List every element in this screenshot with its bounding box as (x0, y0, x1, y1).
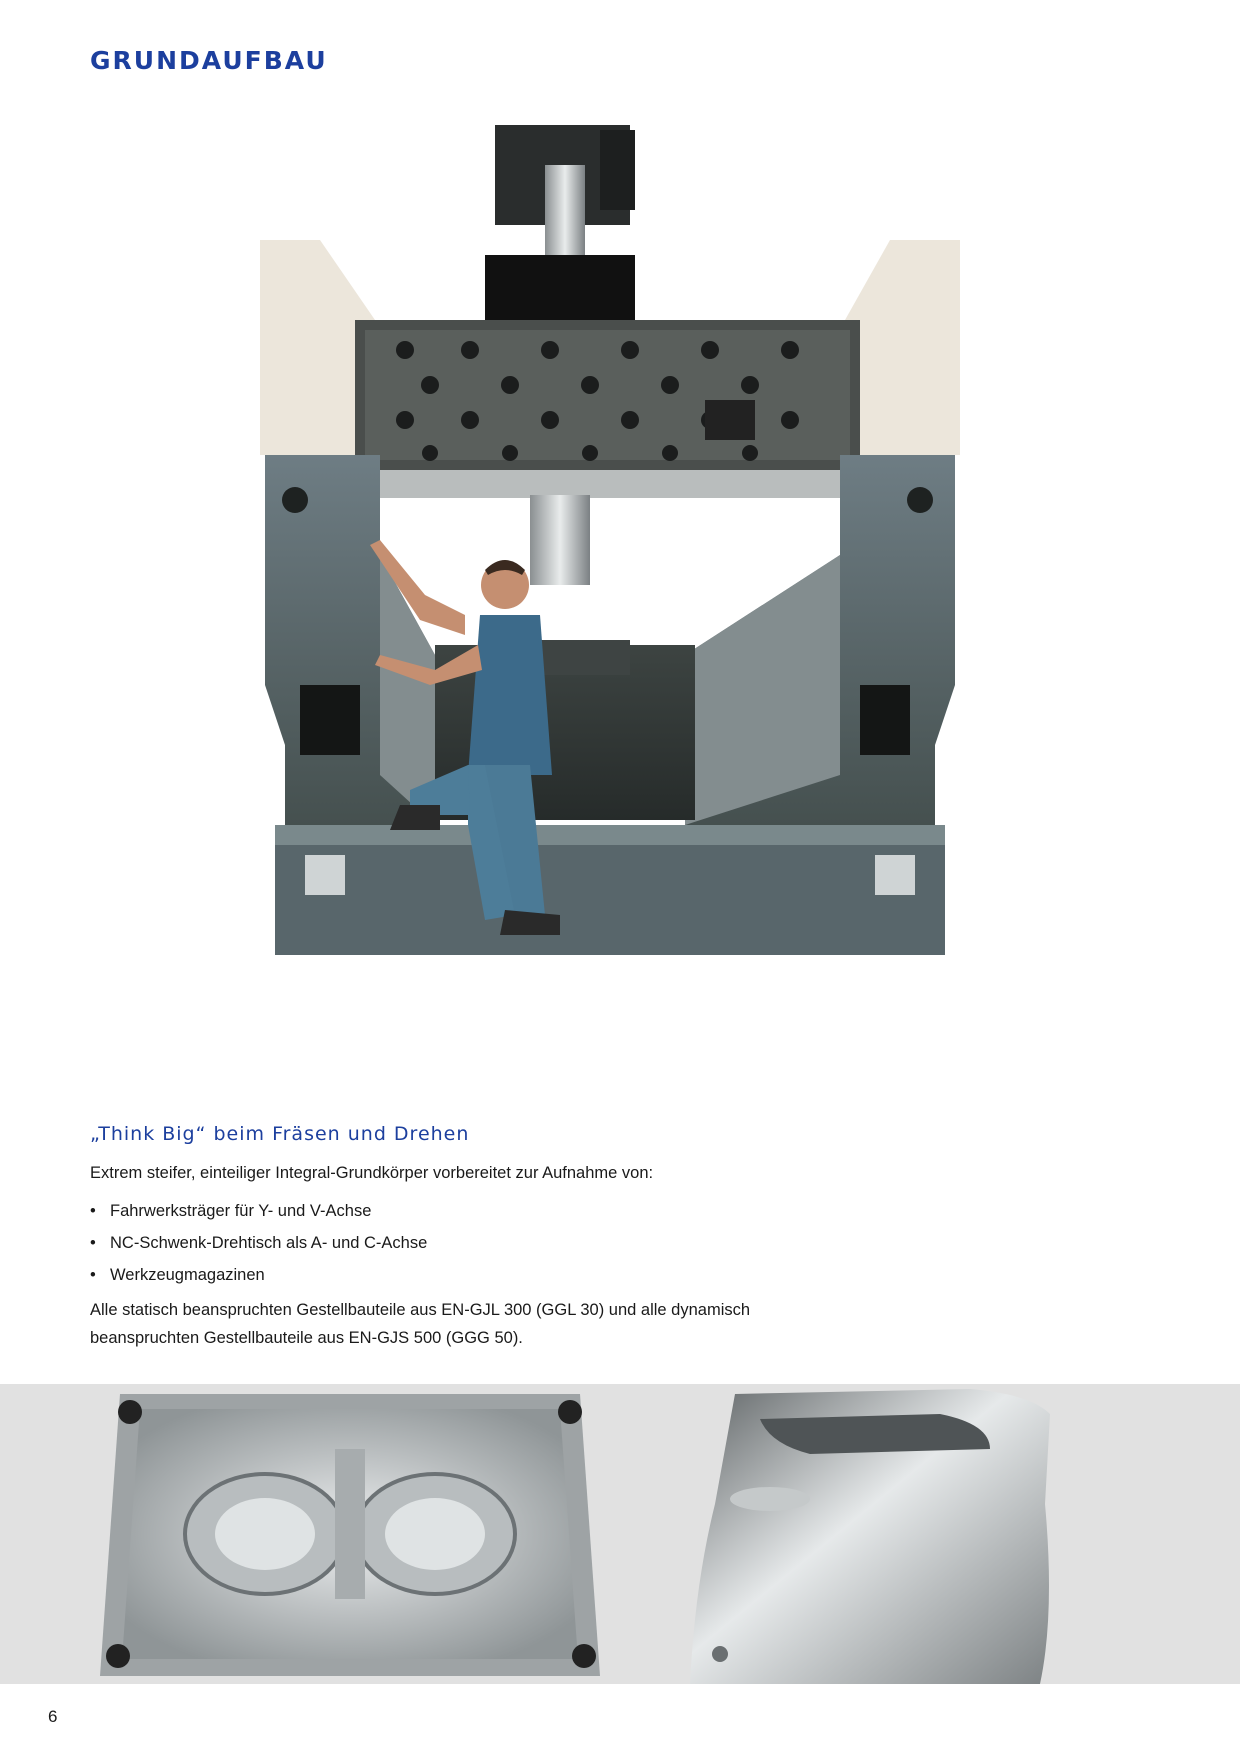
page-number: 6 (48, 1707, 58, 1726)
closing-text: Alle statisch beanspruchten Gestellbauteile aus EN-GJL 300 (GGL 30) und alle dynamisch beanspruchten Gestellbauteile aus EN-GJS 500 (GGG 50). (90, 1301, 751, 1347)
list-item: • Werkzeugmagazinen (90, 1259, 427, 1291)
mold-photo (100, 1394, 600, 1676)
list-item: • Fahrwerksträger für Y- und V-Achse (90, 1195, 427, 1227)
list-item: • NC-Schwenk-Drehtisch als A- und C-Achse (90, 1227, 427, 1259)
section-subtitle: „Think Big“ beim Fräsen und Drehen (90, 1123, 470, 1145)
page-title: GRUNDAUFBAU (90, 46, 328, 75)
intro-text: Extrem steifer, einteiliger Integral-Grundkörper vorbereitet zur Aufnahme von: (90, 1164, 654, 1182)
feature-list (90, 1195, 427, 1291)
machine-photo (260, 125, 960, 1075)
door-panel-photo (690, 1384, 1090, 1684)
